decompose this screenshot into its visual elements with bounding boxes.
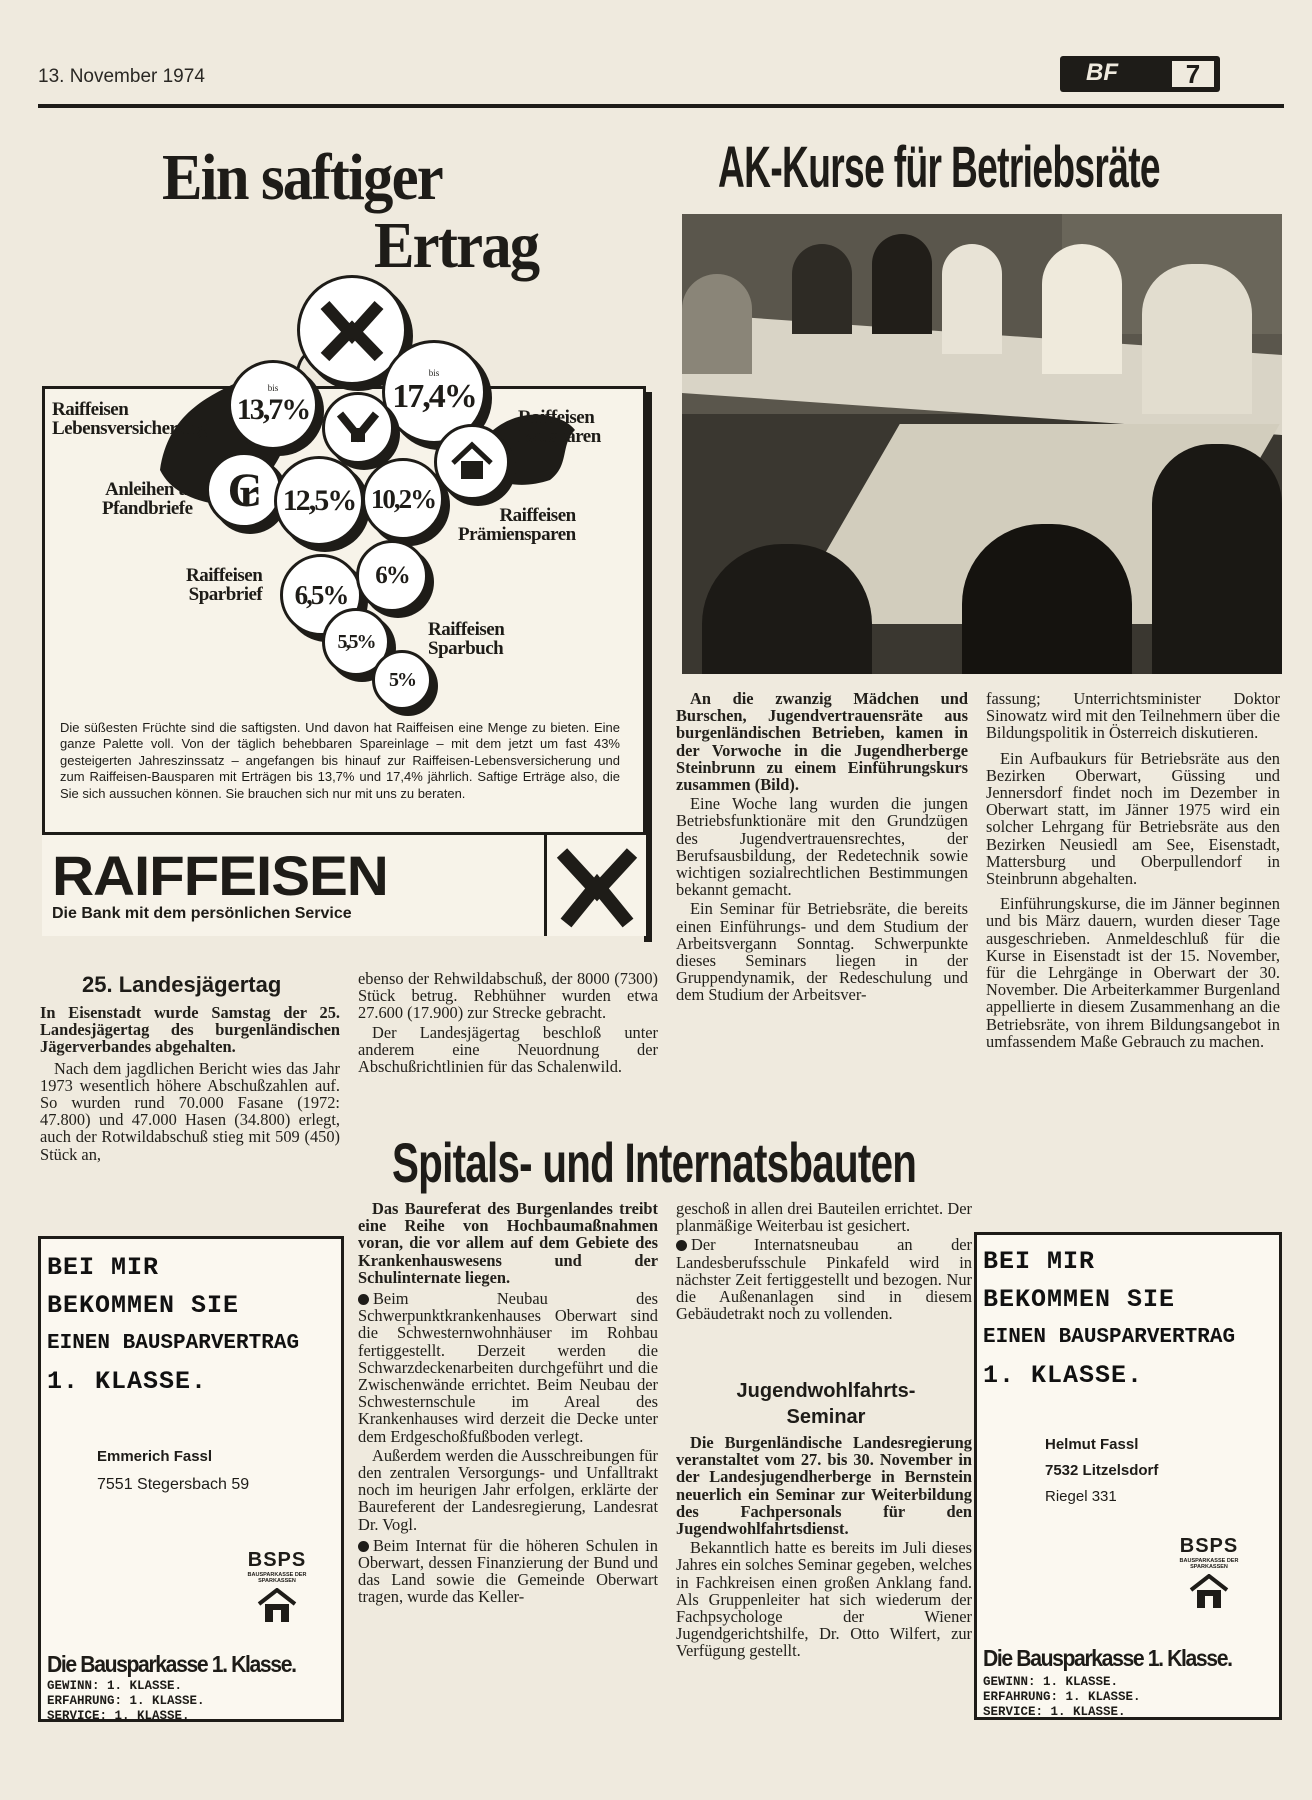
bauspar-ad-left [38,1236,344,1722]
bsps-left-wordmark: BSPS [247,1549,307,1571]
jugend-column [676,1434,972,1662]
spital-column-1 [358,1200,658,1608]
bauspar-right-line-3: EINEN BAUSPARVERTRAG [983,1326,1236,1349]
brand-name: RAIFFEISEN [52,844,388,907]
bauspar-left-slogan: Die Bausparkasse 1. Klasse. [47,1651,296,1677]
bullet-icon [358,1541,369,1552]
grape-10-2-value: 10,2% [370,483,436,514]
jaeger-column-2 [358,970,658,1077]
section-logo-text: BF [1086,59,1118,86]
house-icon [449,439,495,485]
label-bausparen: Raiffeisen Bausparen [518,407,601,447]
label-praemiensparen: Raiffeisen Prämiensparen [458,505,576,545]
bauspar-left-agent-name: Emmerich Fassl [97,1448,213,1465]
bullet-icon [358,1294,369,1305]
raiffeisen-gable-icon [317,295,387,365]
bullet-icon [676,1240,687,1251]
grape-13-7 [228,360,318,450]
bauspar-right-line-4: 1. KLASSE. [983,1361,1144,1390]
spital-lead: Das Baureferat des Burgenlandes treibt eine Reihe von Hochbaumaßnahmen voran, die vor allem auf dem Gebiete des Krankenhauswesens und der Schulinternate liegen. [358,1199,658,1287]
grape-5-5-value: 5,5% [337,630,375,653]
ad-headline-2: Ertrag [374,209,539,282]
ak-paragraph-3: fassung; Unterrichtsminister Doktor Sinowatz wird mit den Teilnehmern über die Bildungspolitik in Österreich diskutieren. [986,689,1280,743]
photo-person-8 [962,524,1132,674]
bauspar-left-line-3: EINEN BAUSPARVERTRAG [47,1332,300,1355]
spital-headline: Spitals- und Internatsbauten [392,1131,917,1194]
grape-lebensversicherung-logo [322,392,394,464]
jaeger-paragraph-1: Nach dem jagdlichen Bericht wies das Jahr 1973 wesentlich höhere Abschußzahlen auf. So wurden rund 70.000 Fasane (1972: 47.800) und 47.000 Hasen (34.800) erlegt, auch der Rotwildabschuß stieg mit 509 (450) Stück an, [40,1058,340,1164]
photo-person-6 [1142,264,1252,414]
ak-paragraph-1: Eine Woche lang wurden die jungen Betriebsfunktionäre mit den Grundzügen des Jugendvertrauensrechtes, der Berufsausbildung, der Redetechnik sowie wichtigen sozialrechtlichen Bestimmungen bekannt gemacht. [676,794,968,900]
bauspar-right-agent-address: 7532 Litzelsdorf [1045,1462,1159,1479]
grape-12-5 [274,456,364,546]
bauspar-left-line-2: BEKOMMEN SIE [47,1291,240,1320]
grape-anleihen-logo [206,452,282,528]
currency-icon: ₢ [227,463,261,517]
grape-13-7-prefix: bis [267,383,279,393]
grape-10-2 [362,458,444,540]
bsps-right-wordmark: BSPS [1179,1535,1239,1557]
grape-6 [356,540,428,612]
ad-headline-1: Ein saftiger [162,141,442,214]
ak-headline: AK-Kurse für Betriebsräte [718,135,1160,200]
grape-bausparen-logo [434,424,510,500]
jugend-headline-1: Jugendwohlfahrts- [736,1380,916,1402]
bauspar-right-small-3: SERVICE: 1. KLASSE. [983,1705,1126,1719]
bauspar-right-agent-name: Helmut Fassl [1045,1436,1139,1453]
ad-body-text: Die süßesten Früchte sind die saftigsten. Und davon hat Raiffeisen eine Menge zu bieten. Eine ganze Palette voll. Von der täglich behebbaren Spareinlage – mit dem jetzt um fast 43% gesteigerten Jahreszinssatz – angefangen bis hinauf zur Raiffeisen-Lebensversicherung und zum Raiffeisen-Bausparen mit Erträgen bis 13,7% und 17,4% jährlich. Saftige Erträge also, die Sie sich aussuchen können. Sie brauchen sich nur mit uns zu beraten. [60,720,620,801]
ak-column-2 [986,690,1280,1052]
bauspar-left-small-3: SERVICE: 1. KLASSE. [47,1709,190,1723]
spital-bullet-3-text: Der Internatsneubau an der Landesberufsschule Pinkafeld wird in nächster Zeit fertiggestellt und bezogen. Nur die Außenanlagen sind in diesem Gebäudetrakt noch zu vollenden. [676,1235,972,1324]
bauspar-right-slogan: Die Bausparkasse 1. Klasse. [983,1645,1232,1671]
page-number-box [1170,59,1216,89]
ak-lead: An die zwanzig Mädchen und Burschen, Jugendvertrauensräte aus burgenländischen Betrieben, kamen in der Vorwoche in die Jugendherberge Steinbrunn zu einem Einführungskurs zusammen (Bild). [676,689,968,795]
photo-person-3 [872,234,932,334]
bsps-house-icon [1187,1574,1231,1610]
bauspar-right-agent-address-2: Riegel 331 [1045,1488,1117,1505]
brand-tagline: Die Bank mit dem persönlichen Service [52,905,352,922]
bsps-right-sub: BAUSPARKASSE DER SPARKASSEN [1179,1558,1239,1570]
photo-person-7 [1152,444,1282,674]
label-lebensversicherung: Raiffeisen Lebensversicherung [52,399,207,439]
bausparkasse-right-logo [1167,1535,1251,1615]
jugend-lead: Die Burgenländische Landesregierung veranstaltet vom 27. bis 30. November in der Landesjugendherberge in Bernstein neuerlich ein Seminar zur Weiterbildung des Fachpersonals für den Jugendwohlfahrtsdienst. [676,1433,972,1539]
jaeger-headline: 25. Landesjägertag [82,972,282,997]
grape-6-value: 6% [375,562,409,589]
bauspar-left-line-4: 1. KLASSE. [47,1367,208,1396]
grape-13-7-value: 13,7% [236,393,310,426]
issue-date: 13. November 1974 [38,66,205,87]
label-sparbrief: Raiffeisen Sparbrief [186,565,263,605]
bauspar-right-small-2: ERFAHRUNG: 1. KLASSE. [983,1690,1141,1704]
grape-6-5-value: 6,5% [294,579,348,610]
bauspar-left-small-2: ERFAHRUNG: 1. KLASSE. [47,1694,205,1708]
spital-column-2 [676,1200,972,1324]
bauspar-left-line-1: BEI MIR [47,1253,160,1282]
bauspar-left-small-1: GEWINN: 1. KLASSE. [47,1679,183,1693]
bauspar-right-line-2: BEKOMMEN SIE [983,1285,1176,1314]
label-sparbuch: Raiffeisen Sparbuch [428,619,505,659]
grape-5 [372,650,432,710]
jugend-paragraph-1: Bekanntlich hatte es bereits im Juli dieses Jahres ein solches Seminar gegeben, welches in Fachkreisen einen großen Anklang fand. Als Gruppenleiter hat sich wiederum der Fachpsychologe der Wiener Jugendgerichtshilfe, Dr. Otto Wilfert, zur Verfügung gestellt. [676,1538,972,1661]
ak-column-1 [676,690,968,1006]
bsps-house-icon [255,1588,299,1624]
spital-bullet-2 [358,1537,658,1606]
photo-person-1 [682,274,752,374]
jaeger-column-1 [40,1004,340,1165]
spital-bullet-3 [676,1236,972,1322]
spital-paragraph-3: geschoß in allen drei Bauteilen errichtet. Der planmäßige Weiterbau ist gesichert. [676,1199,972,1236]
ak-photo [682,214,1282,674]
bauspar-right-line-1: BEI MIR [983,1247,1096,1276]
bauspar-ad-right [974,1232,1282,1720]
page-number: 7 [1185,58,1201,89]
ak-paragraph-4: Ein Aufbaukurs für Betriebsräte aus den Bezirken Oberwart, Güssing und Jennersdorf findet noch im Dezember in Oberwart statt, im Jänner 1975 wird ein solcher Lehrgang für Betriebsräte aus den Bezirken Neusiedl am See, Eisenstadt, Mattersburg und Oberpullendorf in Steinbrunn abgehalten. [986,748,1280,889]
ak-paragraph-5: Einführungskurse, die im Jänner beginnen und bis März dauern, wurden dieser Tage ausgeschrieben. Anmeldeschluß für die Kurse in Eisenstadt ist der 15. November, für die Lehrgänge in Oberwart der 30. November. Die Arbeiterkammer Burgenland appellierte in diesem Zusammenhang an die Betriebsräte, von ihrem Bildungsangebot in umfassendem Maße Gebrauch zu machen. [986,894,1280,1051]
jaeger-paragraph-2: ebenso der Rehwildabschuß, der 8000 (7300) Stück betrug. Rebhühner wurden etwa 27.600 (17.900) zur Strecke gebracht. [358,969,658,1023]
spital-bullet-2-text: Beim Internat für die höheren Schulen in Oberwart, dessen Finanzierung der Bund und das Land sowie die Gemeinde Oberwart tragen, wurde das Keller- [358,1535,658,1607]
shield-emblem-icon [336,406,380,450]
photo-person-5 [1042,244,1122,374]
jaeger-lead: In Eisenstadt wurde Samstag der 25. Landesjägertag des burgenländischen Jägerverbandes abgehalten. [40,1003,340,1057]
grape-12-5-value: 12,5% [282,484,356,517]
grape-17-4-value: 17,4% [392,378,476,415]
bauspar-right-small-1: GEWINN: 1. KLASSE. [983,1675,1119,1689]
spital-bullet-1 [358,1290,658,1445]
jugend-headline-2: Seminar [786,1406,866,1428]
jaeger-paragraph-3: Der Landesjägertag beschloß unter anderem eine Neuordnung der Abschußrichtlinien für das Schalenwild. [358,1022,658,1077]
bauspar-left-agent-address: 7551 Stegersbach 59 [97,1476,250,1493]
bsps-left-sub: BAUSPARKASSE DER SPARKASSEN [247,1572,307,1584]
spital-paragraph-2: Außerdem werden die Ausschreibungen für den zentralen Versorgungs- und Unfalltrakt noch im heurigen Jahr erfolgen, erklärte der Baureferent der Landesregierung, Landesrat Dr. Vogl. [358,1445,658,1534]
grape-17-4-prefix: bis [428,368,440,378]
section-logo [1060,56,1220,92]
show-through-column [518,200,648,900]
grape-5-value: 5% [389,668,415,691]
spital-bullet-1-text: Beim Neubau des Schwerpunktkrankenhauses Oberwart sind die Schwesternwohnhäuser im Rohbau fertiggestellt. Derzeit werden die Schwarzdeckenarbeiten durchgeführt und die Zwischenwände errichtet. Beim Neubau der Schwesternschule im Areal des Krankenhauses wird derzeit die Decke unter dem Erdgeschoßfußboden verlegt. [358,1289,658,1446]
photo-person-2 [792,244,852,334]
ak-paragraph-2: Ein Seminar für Betriebsräte, die bereits einen Einführungs- und dem Studium der Arbeitsvergann Sonntag. Schwerpunkte dieses Seminars liegen in der Gruppendynamik, der Redeschulung und dem Studium der Arbeitsver- [676,899,968,1005]
bausparkasse-left-logo [237,1549,317,1629]
header-rule [38,104,1284,108]
photo-person-4 [942,244,1002,354]
label-anleihen: Anleihen u. Pfandbriefe [102,479,193,519]
